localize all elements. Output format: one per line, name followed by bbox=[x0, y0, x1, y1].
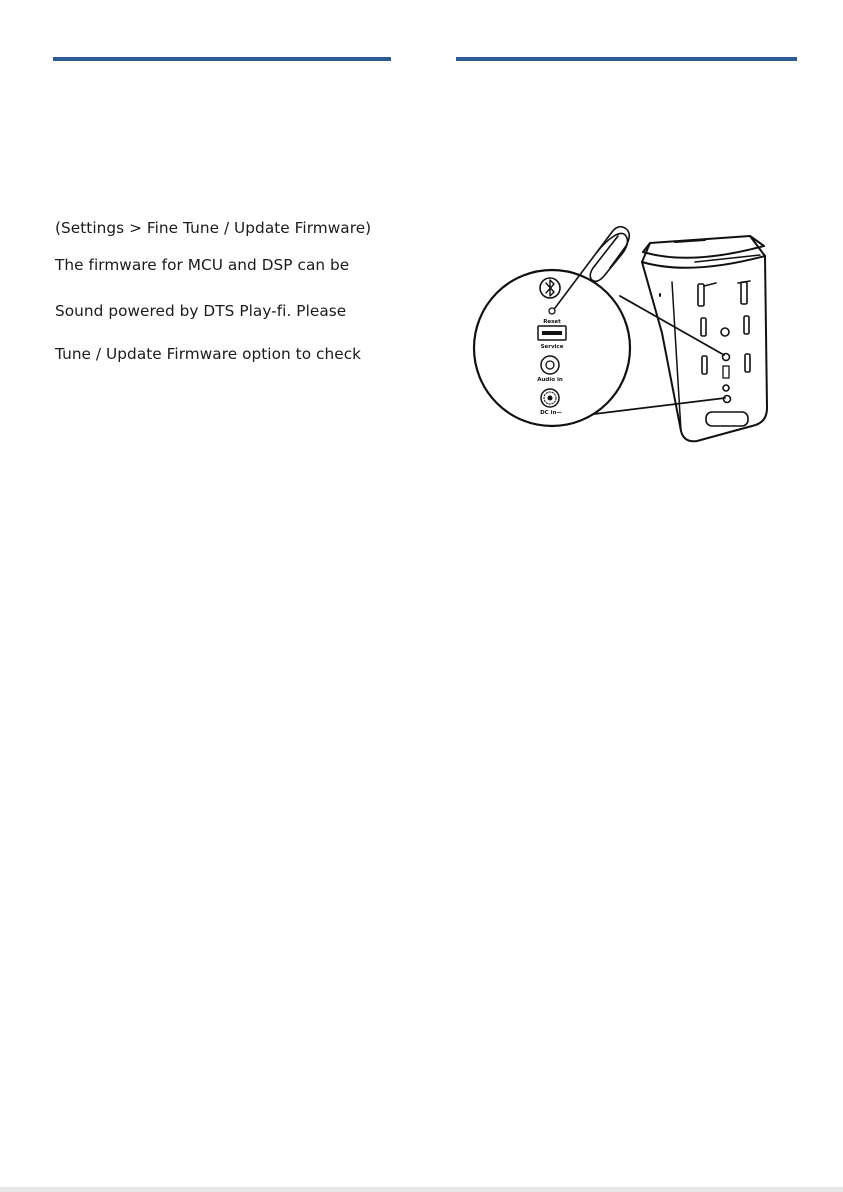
section-divider-right bbox=[456, 57, 797, 61]
page-bottom-edge bbox=[0, 1187, 843, 1192]
port-callout-magnifier bbox=[474, 270, 630, 426]
section-divider-left bbox=[53, 57, 391, 61]
instruction-line-2: The firmware for MCU and DSP can be bbox=[55, 256, 350, 274]
instruction-line-1: (Settings > Fine Tune / Update Firmware) bbox=[55, 219, 372, 237]
speaker-body bbox=[642, 236, 767, 441]
instruction-line-4: Tune / Update Firmware option to check bbox=[55, 345, 362, 363]
dc-in-label: DC in— bbox=[540, 410, 562, 416]
dc-jack-icon bbox=[541, 389, 559, 407]
reset-label: Reset bbox=[543, 319, 561, 325]
instruction-line-3: Sound powered by DTS Play-fi. Please bbox=[55, 302, 347, 320]
service-label: Service bbox=[540, 344, 564, 350]
speaker-rear-panel-illustration bbox=[470, 222, 780, 460]
audio-in-label: Audio in bbox=[537, 377, 563, 383]
